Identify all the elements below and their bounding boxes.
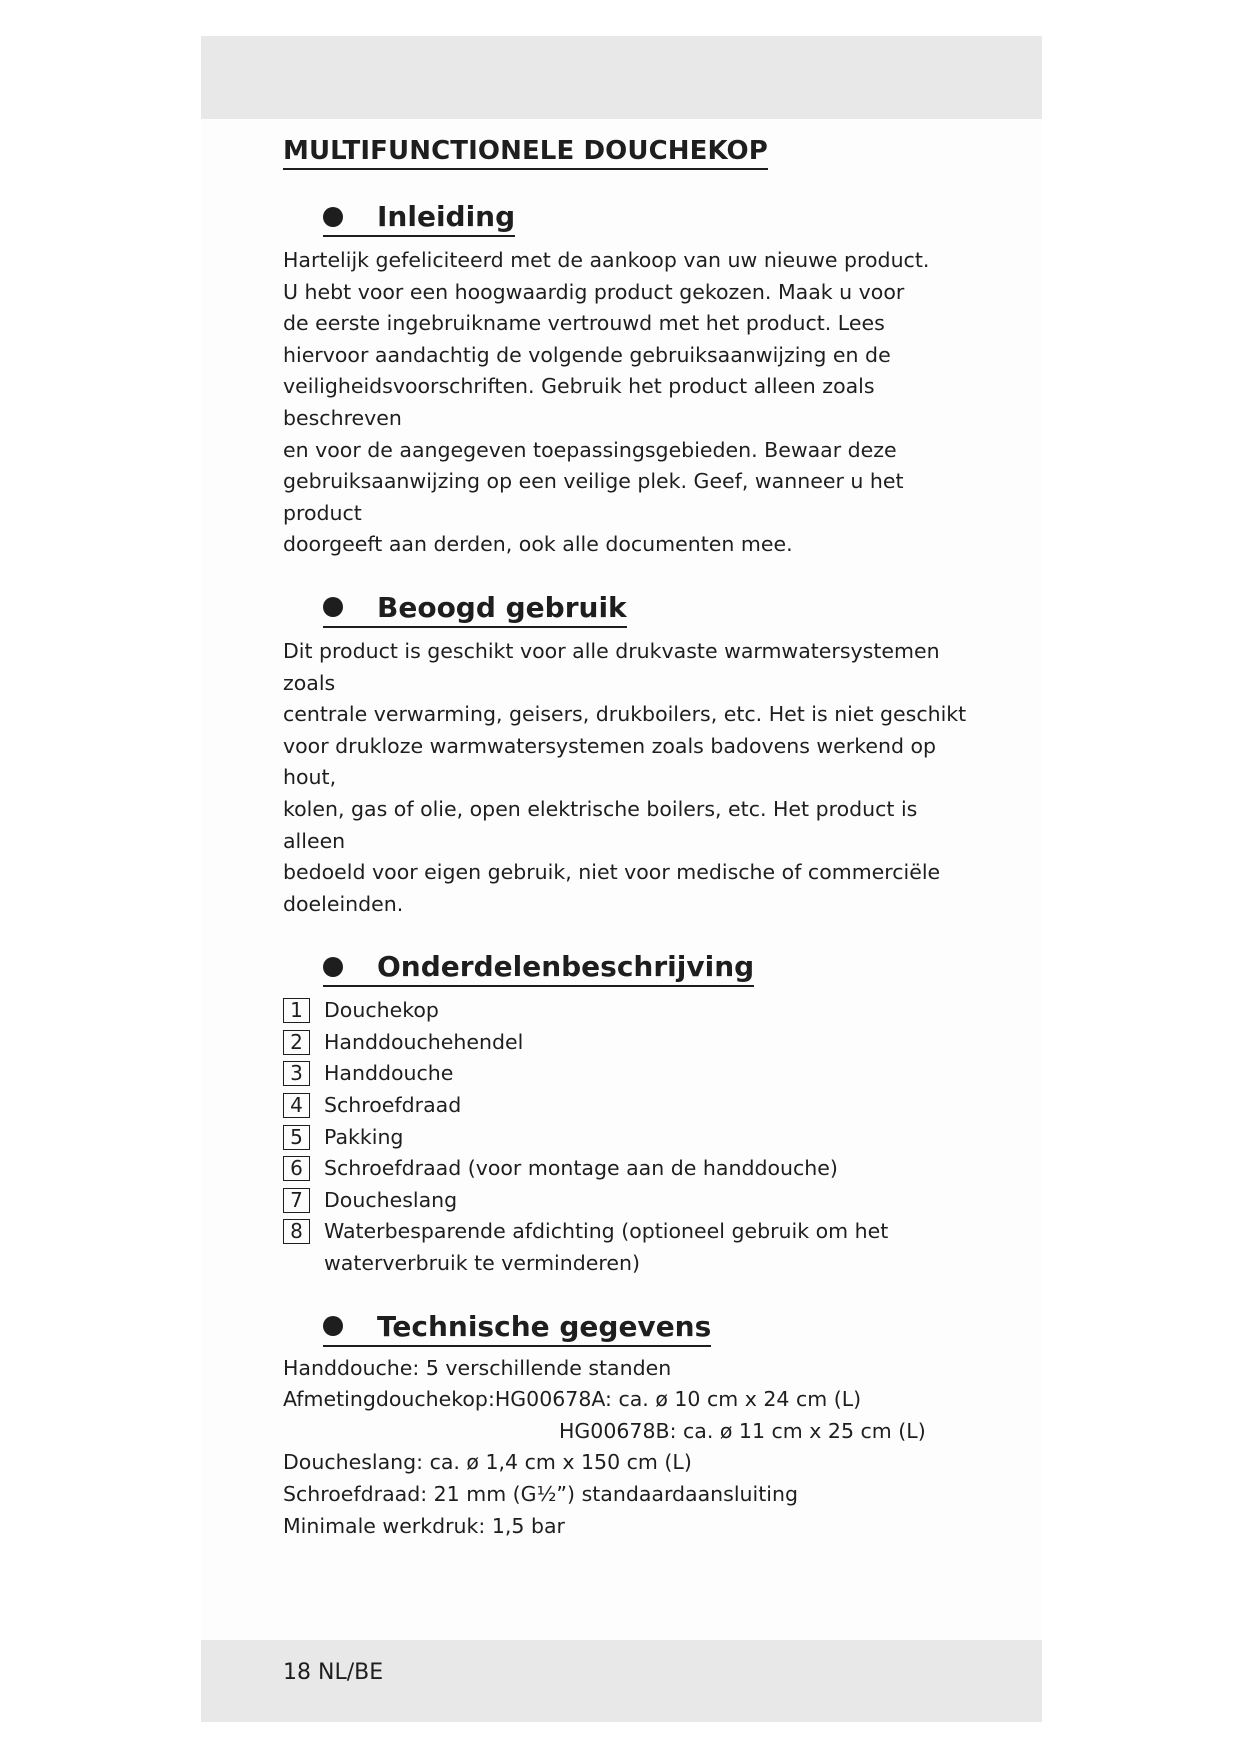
part-number: 3 xyxy=(283,1061,310,1086)
part-number: 1 xyxy=(283,998,310,1023)
section-title: Inleiding xyxy=(377,200,516,233)
section-title: Technische gegevens xyxy=(377,1309,712,1343)
section-intro xyxy=(283,200,983,561)
list-item xyxy=(283,1027,983,1059)
page-number: 18 NL/BE xyxy=(283,1660,384,1685)
page-content xyxy=(283,136,983,1542)
section-heading-specs xyxy=(323,1310,711,1347)
list-item xyxy=(283,1185,983,1217)
section-heading-intended-use xyxy=(323,591,627,628)
part-number: 5 xyxy=(283,1125,310,1150)
part-label: Handdouche xyxy=(324,1061,454,1086)
spec-line: Doucheslang: ca. ø 1,4 cm x 150 cm (L) xyxy=(283,1450,692,1475)
section-parts xyxy=(283,950,983,1279)
list-item xyxy=(283,1216,983,1279)
parts-list xyxy=(283,995,983,1279)
specs-block xyxy=(283,1353,983,1543)
spec-line: Schroefdraad: 21 mm (G½”) standaardaansluiting xyxy=(283,1482,798,1506)
part-label: Pakking xyxy=(324,1124,404,1149)
bullet-icon xyxy=(323,957,343,977)
document-title: MULTIFUNCTIONELE DOUCHEKOP xyxy=(283,136,768,170)
bullet-icon xyxy=(323,597,343,617)
section-title: Onderdelenbeschrijving xyxy=(377,950,755,984)
section-heading-intro xyxy=(323,200,515,237)
section-title: Beoogd gebruik xyxy=(377,590,627,624)
header-band xyxy=(201,36,1042,119)
part-label: Doucheslang xyxy=(324,1187,458,1212)
part-number: 8 xyxy=(283,1219,310,1244)
part-number: 6 xyxy=(283,1156,310,1181)
part-number: 2 xyxy=(283,1030,310,1055)
part-label: Handdouchehendel xyxy=(324,1029,524,1054)
part-label: Douchekop xyxy=(324,998,439,1023)
spec-line: Handdouche: 5 verschillende standen xyxy=(283,1355,672,1380)
spec-line: HG00678B: ca. ø 11 cm x 25 cm (L) xyxy=(559,1418,926,1443)
part-label: Waterbesparende afdichting (optioneel gebruik om het waterverbruik te verminderen) xyxy=(324,1219,889,1276)
part-label: Schroefdraad xyxy=(324,1093,462,1118)
document-page xyxy=(201,36,1042,1722)
bullet-icon xyxy=(323,207,343,227)
list-item xyxy=(283,1090,983,1122)
list-item xyxy=(283,1153,983,1185)
bullet-icon xyxy=(323,1316,343,1336)
section-specs xyxy=(283,1310,983,1543)
spec-line: Minimale werkdruk: 1,5 bar xyxy=(283,1513,565,1538)
list-item xyxy=(283,1058,983,1090)
spec-line: Afmetingdouchekop:HG00678A: ca. ø 10 cm x 24 cm (L) xyxy=(283,1387,862,1412)
section-heading-parts xyxy=(323,950,754,987)
list-item xyxy=(283,995,983,1027)
intro-paragraph: Hartelijk gefeliciteerd met de aankoop van uw nieuwe product. U hebt voor een hoogwaardig product gekozen. Maak u voor de eerste ingebruikname vertrouwd met het product. Lees hiervoor aandachtig de volgende gebruiksaanwijzing en de veiligheidsvoorschriften. Gebruik het product alleen zoals beschreven en voor de aangegeven toepassingsgebieden. Bewaar deze gebruiksaanwijzing op een veilige plek. Geef, wanneer u het product doorgeeft aan derden, ook alle documenten mee. xyxy=(283,248,930,557)
part-number: 7 xyxy=(283,1188,310,1213)
list-item xyxy=(283,1122,983,1154)
section-intended-use xyxy=(283,591,983,920)
part-label: Schroefdraad (voor montage aan de handdouche) xyxy=(324,1156,838,1181)
intended-use-paragraph: Dit product is geschikt voor alle drukvaste warmwatersystemen zoals centrale verwarming, geisers, drukboilers, etc. Het is niet geschikt voor drukloze warmwatersystemen zoals badovens werkend op hout, kolen, gas of olie, open elektrische boilers, etc. Het product is alleen bedoeld voor eigen gebruik, niet voor medische of commerciële doeleinden. xyxy=(283,638,967,916)
part-number: 4 xyxy=(283,1093,310,1118)
